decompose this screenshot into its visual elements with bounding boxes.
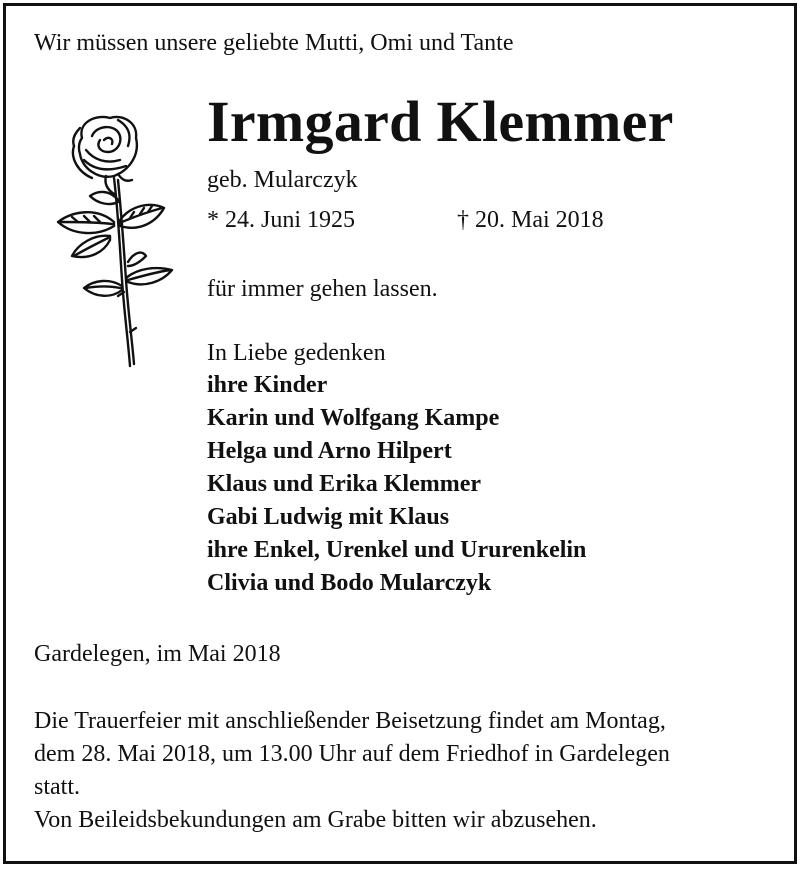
farewell-text: für immer gehen lassen. xyxy=(207,276,438,302)
place-date: Gardelegen, im Mai 2018 xyxy=(34,641,281,667)
mourner-line: Karin und Wolfgang Kampe xyxy=(207,405,500,431)
mourners-intro: In Liebe gedenken xyxy=(207,340,386,366)
funeral-notice-line: statt. xyxy=(34,774,80,800)
mourner-line: ihre Enkel, Urenkel und Ururenkelin xyxy=(207,537,587,563)
funeral-notice-line: dem 28. Mai 2018, um 13.00 Uhr auf dem Friedhof in Gardelegen xyxy=(34,741,670,767)
deceased-name: Irmgard Klemmer xyxy=(207,89,674,154)
funeral-notice xyxy=(34,705,670,837)
mourner-line: Helga und Arno Hilpert xyxy=(207,438,452,464)
mourner-line: ihre Kinder xyxy=(207,372,328,398)
mourner-line: Klaus und Erika Klemmer xyxy=(207,471,482,497)
maiden-name: geb. Mularczyk xyxy=(207,167,358,193)
funeral-notice-line: Die Trauerfeier mit anschließender Beisetzung findet am Montag, xyxy=(34,708,666,734)
condolence-notice: Von Beileidsbekundungen am Grabe bitten wir abzusehen. xyxy=(34,807,597,833)
intro-text: Wir müssen unsere geliebte Mutti, Omi und Tante xyxy=(34,30,514,56)
death-date: † 20. Mai 2018 xyxy=(457,207,604,233)
mourner-line: Clivia und Bodo Mularczyk xyxy=(207,570,492,596)
birth-date: * 24. Juni 1925 xyxy=(207,207,356,233)
mourner-line: Gabi Ludwig mit Klaus xyxy=(207,504,450,530)
rose-icon xyxy=(48,110,180,372)
